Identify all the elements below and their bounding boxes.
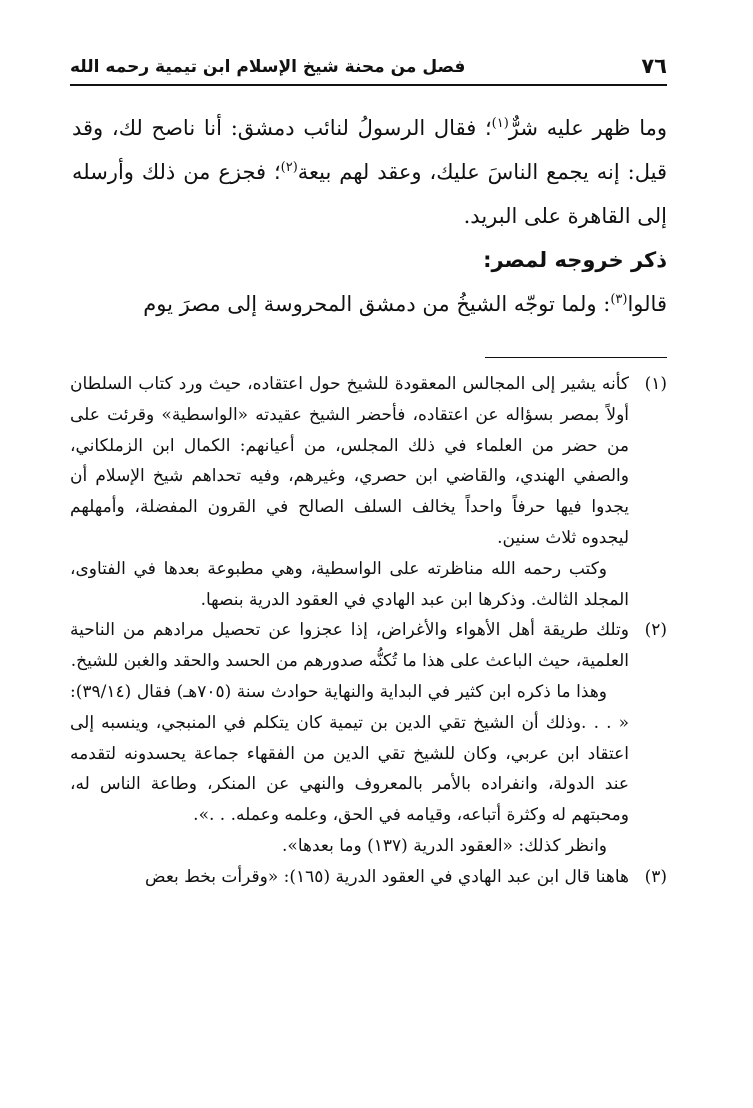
footnote-body [70, 615, 629, 861]
footnote-paragraph: هاهنا قال ابن عبد الهادي في العقود الدرية (١٦٥): «وقرأت بخط بعض [145, 866, 629, 887]
footnote-paragraph: وتلك طريقة أهل الأهواء والأغراض، إذا عجزوا عن تحصيل مرادهم من الناحية العلمية، حيث الباعث على هذا ما تُكنُّه صدورهم من الحسد والحقد والغبن للشيخ. [70, 620, 629, 672]
footnote-paragraph: وهذا ما ذكره ابن كثير في البداية والنهاية حوادث سنة (٧٠٥هـ) فقال (٣٩/١٤): « . . .وذلك أن الشيخ تقي الدين بن تيمية كان يتكلم في المنبجي، وينسبه إلى اعتقاد ابن عربي، وكان للشيخ تقي الدين من الفقهاء جماعة يحسدونه لتقدمه عند الدولة، وانفراده بالأمر بالمعروف والنهي عن المنكر، وطاعة الناس له، ومحبتهم له وكثرة أتباعه، وقيامه في الحق، وعلمه وعمله. . .». [70, 681, 629, 826]
main-text [72, 106, 667, 326]
footnote-paragraph: كأنه يشير إلى المجالس المعقودة للشيخ حول اعتقاده، حيث ورد كتاب السلطان أولاً بمصر بسؤاله عن اعتقاده، فأحضر الشيخ عقيدته «الواسطية» وقرئت على من حضر من العلماء في ذلك المجلس، من أعيانهم: الكمال ابن الزملكاني، والصفي الهندي، والقاضي ابن حصري، وغيرهم، وفيه تحداهم شيخ الإسلام أن يجدوا فيها حرفاً واحداً يخالف السلف الصالح في القرون المفضلة، وأمهلهم ليجدوه ثلاث سنين. [70, 374, 629, 548]
footnote-ref-2[interactable]: (٢) [280, 160, 298, 175]
footnote-divider [485, 357, 667, 358]
footnote-paragraph: وانظر كذلك: «العقود الدرية (١٣٧) وما بعدها». [282, 835, 607, 856]
footnotes [70, 369, 667, 893]
page-number: ٧٦ [641, 54, 667, 78]
footnote-paragraph: وكتب رحمه الله مناظرته على الواسطية، وهي مطبوعة بعدها في الفتاوى، المجلد الثالث. وذكرها ابن عبد الهادي في العقود الدرية بنصها. [70, 558, 629, 610]
footnote-body [70, 862, 629, 893]
footnote-body [70, 369, 629, 615]
section-heading: ذكر خروجه لمصر: [483, 248, 667, 272]
footnote-1 [70, 369, 667, 615]
body-paragraph: وما ظهر عليه شرٌّ$^{(١)}$؛ فقال الرسولُ لنائب دمشق: أنا ناصح لك، وقد قيل: إنه يجمع الناسَ عليك، وعقد لهم بيعة$^{(٢)}$؛ فجزع من ذلك وأرسله إلى القاهرة على البريد. [72, 116, 667, 228]
footnote-3 [70, 862, 667, 893]
footnote-number: (٣) [644, 866, 667, 887]
footnote-number: (١) [644, 374, 667, 394]
body-paragraph: قالوا$^{(٣)}$: ولما توجّه الشيخُ من دمشق المحروسة إلى مصرَ يوم [143, 292, 667, 316]
footnote-ref-3[interactable]: (٣) [610, 292, 628, 307]
footnote-2 [70, 615, 667, 861]
page-header [70, 48, 667, 86]
footnote-ref-1[interactable]: (١) [491, 116, 509, 131]
running-title: فصل من محنة شيخ الإسلام ابن تيمية رحمه الله [70, 57, 466, 77]
footnote-number: (٢) [644, 620, 667, 641]
